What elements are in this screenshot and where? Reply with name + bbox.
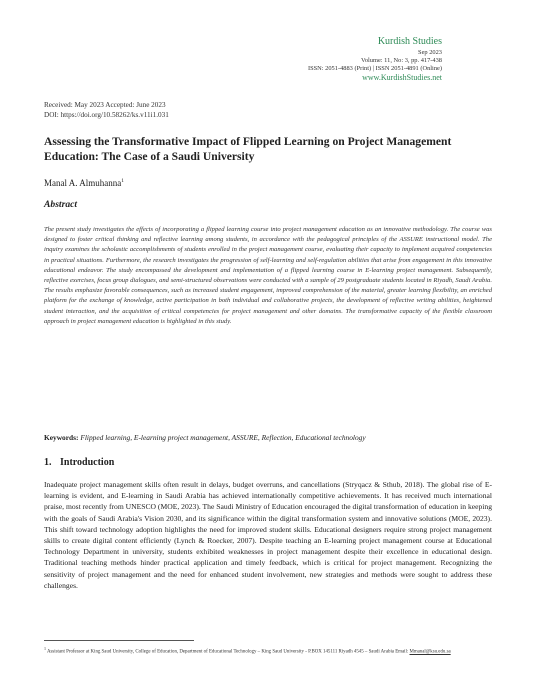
journal-issn: ISSN: 2051-4883 (Print) | ISSN 2051-4891 (Online) xyxy=(307,65,442,73)
section-heading xyxy=(44,457,114,468)
abstract-text: The present study investigates the effects of incorporating a flipped learning course into project management education as an innovative methodology. The course was designed to foster critical thinking and reflective learning among students, in accordance with the pedagogical principles of the ASSURE instructional model. The inquiry examines the scholastic accomplishments of students enrolled in the project management course, evaluating their capacity to implement acquired competencies in practical situations. Furthermore, the research investigates the progression of self-learning and self-regulation abilities that arise from engagement in this innovative educational endeavor. The study encompassed the development and implementation of a flipped learning course in E-learning project management. Subsequently, reflective exercises, focus group dialogues, and semi-structured observations were conducted with a sample of 29 postgraduate students located in Riyadh, Saudi Arabia. The results emphasize favorable consequences, such as increased student engagement, improved comprehension of the material, greater learning flexibility, an enriched platform for the exchange of knowledge, active participation in both individual and collaborative projects, the development of reflective writing abilities, heightened student interaction, and the acquisition of critical competencies for project management and other domains. The transformative capacity of the flexible classroom approach in project management education is highlighted in this study. xyxy=(44,226,492,325)
journal-name: Kurdish Studies xyxy=(377,36,442,47)
section-number: 1. xyxy=(44,457,52,468)
journal-date: Sep 2023 xyxy=(418,49,442,56)
author-line xyxy=(44,178,124,188)
author-name: Manal A. Almuhanna xyxy=(44,178,122,188)
journal-volume: Volume: 11, No: 3, pp. 417-438 xyxy=(361,57,442,65)
journal-url-link[interactable]: www.KurdishStudies.net xyxy=(362,72,442,82)
journal-info xyxy=(202,36,442,82)
doi-link[interactable]: DOI: https://doi.org/10.58262/ks.v11i1.031 xyxy=(44,111,169,119)
keywords-values: Flipped learning, E-learning project management, ASSURE, Reflection, Educational technology xyxy=(80,433,366,442)
received-dates: Received: May 2023 Accepted: June 2023 xyxy=(44,101,166,109)
footnote xyxy=(44,645,494,656)
author-footnote-marker: 1 xyxy=(121,178,124,184)
abstract-heading: Abstract xyxy=(44,199,78,210)
keywords-line xyxy=(44,433,504,443)
footnote-email-link[interactable]: Mmanal@ksu.edu.sa xyxy=(409,649,451,655)
footnote-text: Assistant Professor at King Saud University, College of Education, Department of Educational Technology – King Saud University - P.BOX 145111 Riyadh 4545 – Saudi Arabia Email: xyxy=(46,649,409,655)
paper-title: Assessing the Transformative Impact of Flipped Learning on Project Management Education: The Case of a Saudi University xyxy=(44,135,452,163)
introduction-text: Inadequate project management skills often result in delays, budget overruns, and cancellations (Stryqacz & Sthub, 2018). The global rise of E-learning is evident, and E-learning in Saudi Arabia has achieved internationally competitive achievements. It has received much international praise, most recently from UNESCO (MOE, 2023). The Saudi Ministry of Education encouraged the digital transformation of education in keeping with the goals of Saudi Arabia's Vision 2030, and its significance within the digital transformation system and innovative solutions (MOE, 2023). This shift toward technology adoption highlights the need for improved student skills. Educational designers require strong project management skills to create digital content efficiently (Lynch & Roecker, 2007). Despite teaching an E-learning project management course at Educational Technology Department in university, students exhibited weaknesses in project management despite their excellence in educational design. Traditional teaching methods hinder practical application and timely feedback, which is critical for project management. Recognizing the sensitivity of project management and the need for enhanced student involvement, new strategies and methods were sought to address these challenges. xyxy=(44,480,492,590)
footnote-divider xyxy=(44,640,194,641)
footnote-marker: 1 xyxy=(44,646,46,651)
submission-info xyxy=(44,100,169,120)
section-title: Introduction xyxy=(60,457,115,468)
keywords-label: Keywords: xyxy=(44,433,79,442)
